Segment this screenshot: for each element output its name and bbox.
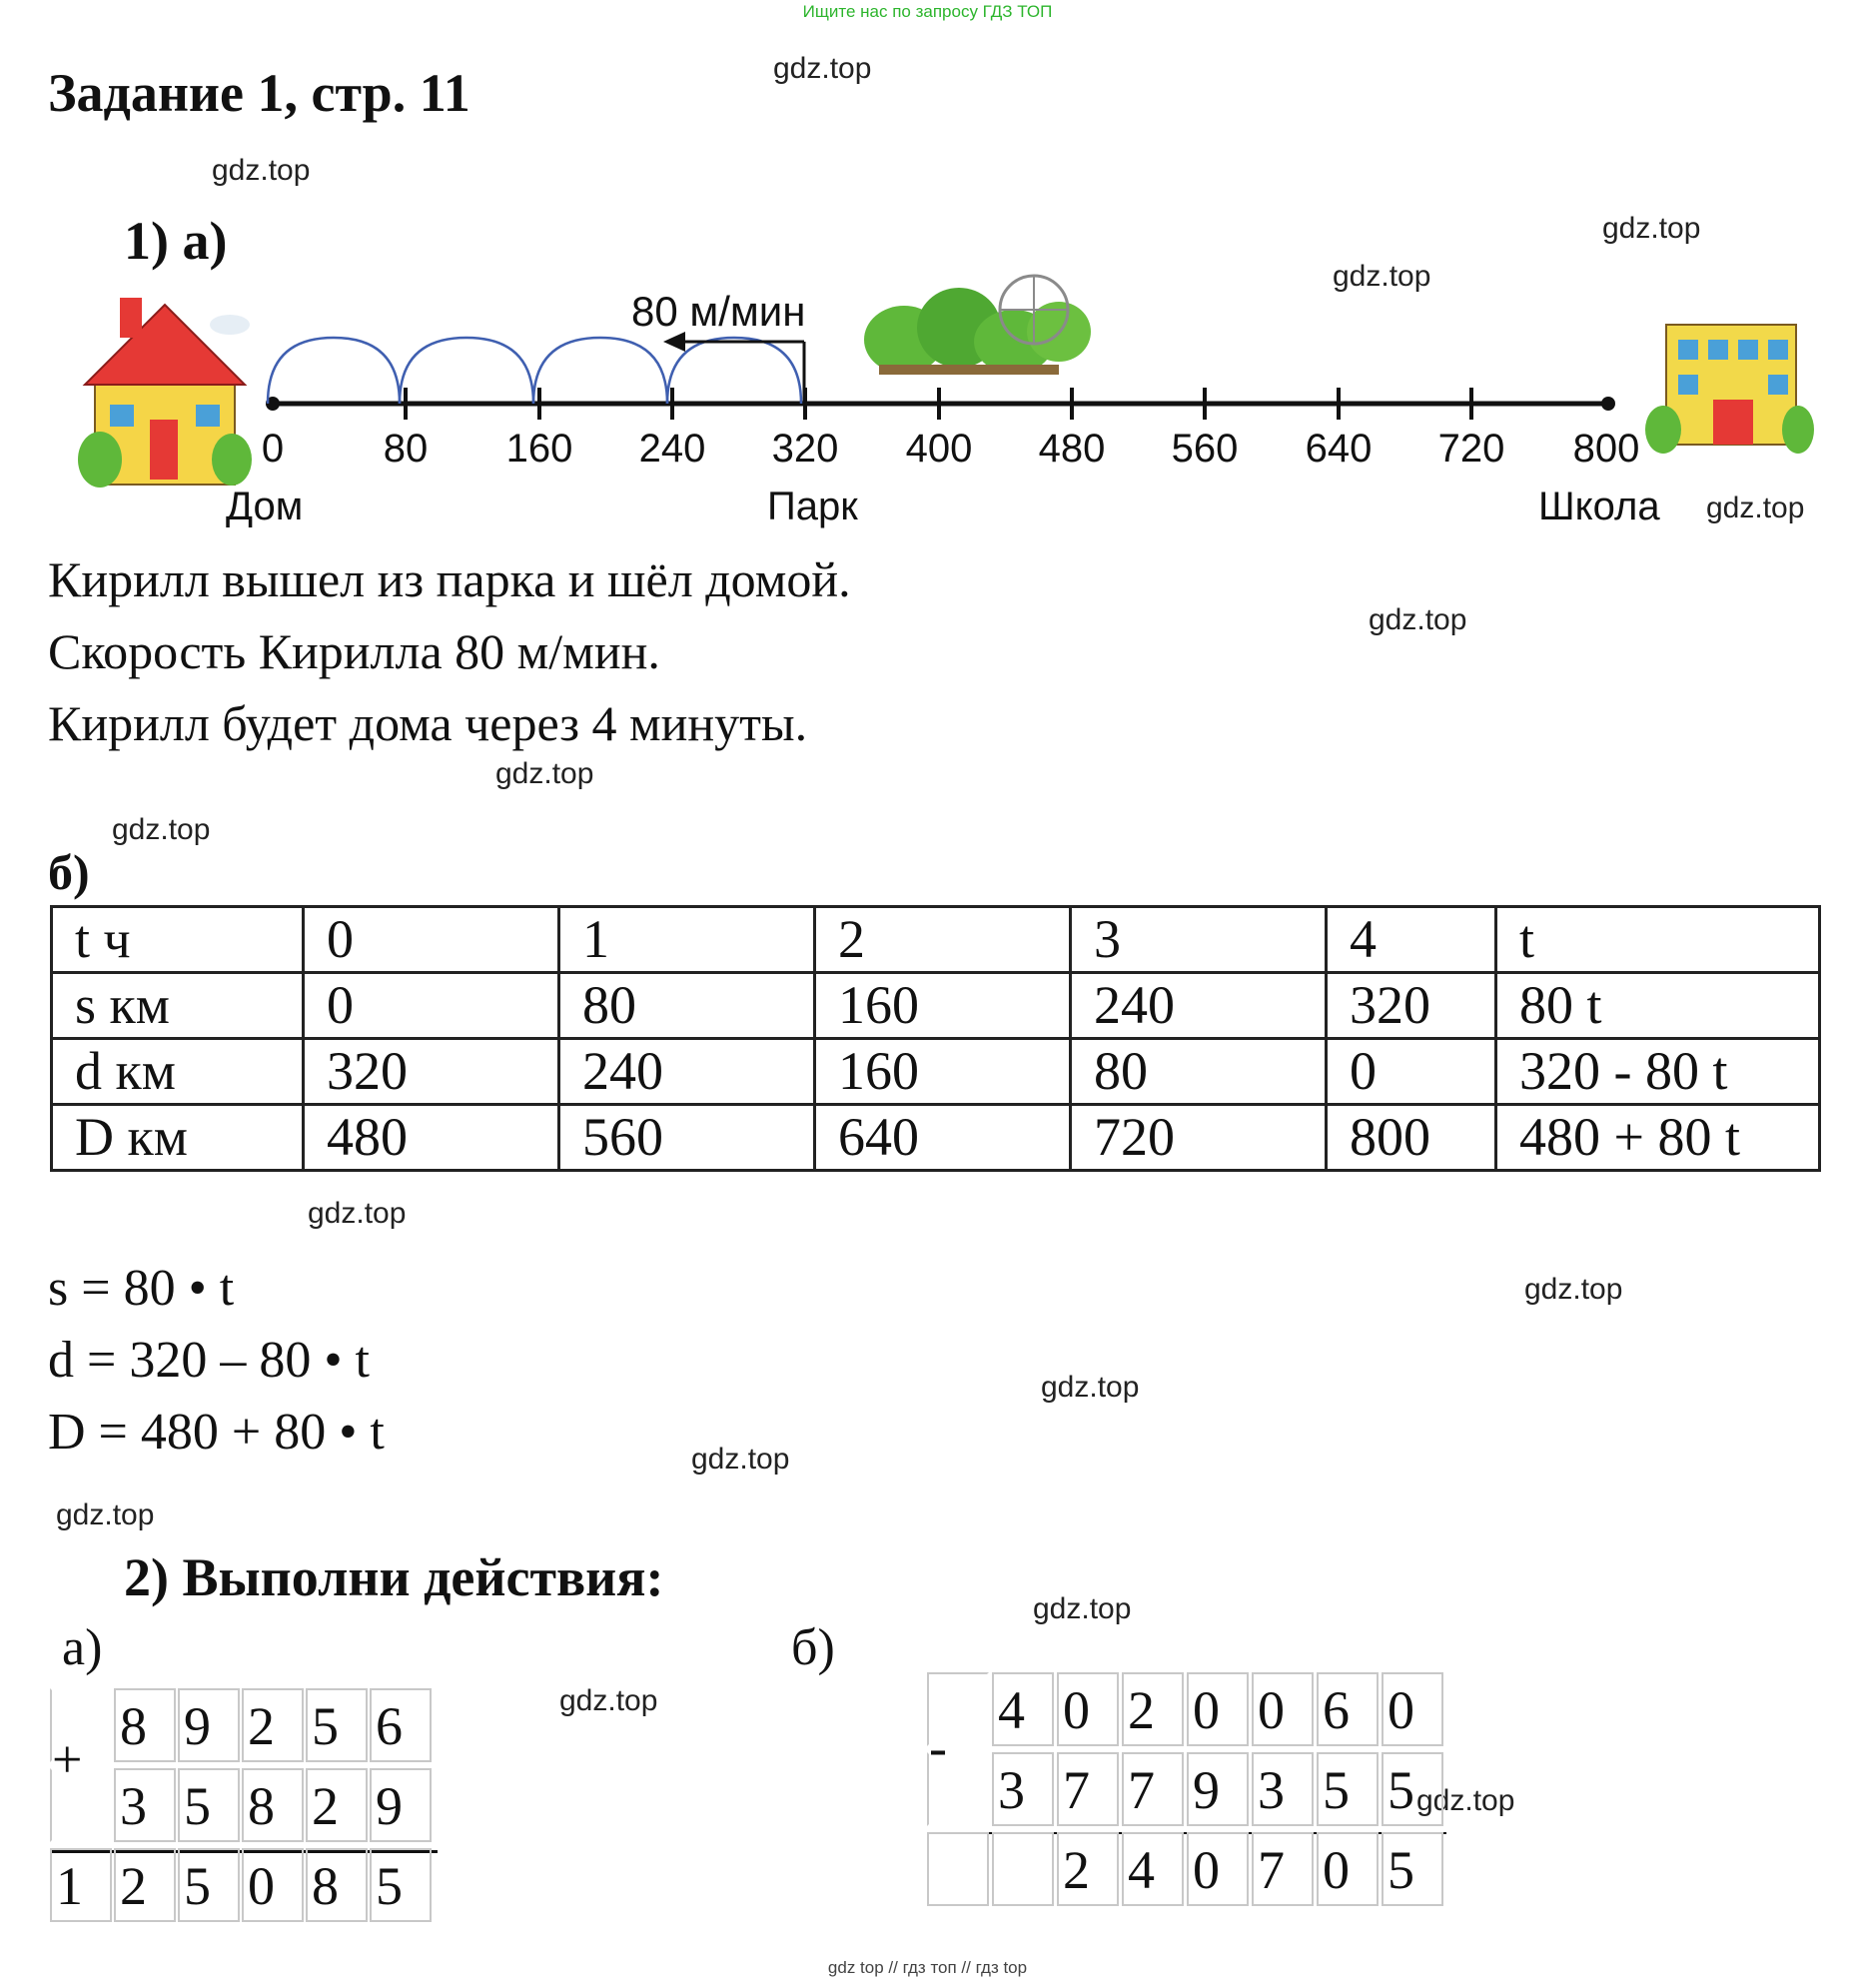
part2-title: 2) Выполни действия: <box>124 1547 664 1607</box>
watermark: gdz.top <box>1706 492 1805 524</box>
watermark: gdz.top <box>212 154 311 187</box>
watermark: gdz.top <box>495 757 594 790</box>
formulas <box>48 1253 385 1469</box>
header-note: Ищите нас по запросу ГДЗ ТОП <box>802 2 1053 21</box>
motion-table <box>50 905 1821 1172</box>
table-cell: D км <box>52 1105 304 1171</box>
plus-sign: + <box>52 1729 83 1789</box>
digit-cell: 2 <box>306 1768 368 1842</box>
digit-cell: 5 <box>1382 1752 1443 1826</box>
park-icon <box>864 276 1091 375</box>
table-cell: t ч <box>52 907 304 973</box>
number-line-diagram <box>0 270 1855 539</box>
table-row <box>52 1105 1820 1171</box>
digit-cell: 9 <box>178 1688 240 1762</box>
table-cell: t <box>1496 907 1820 973</box>
tick-label: 0 <box>261 427 285 471</box>
digit-cell: 2 <box>1057 1832 1119 1906</box>
table-row <box>52 907 1820 973</box>
digit-cell: 8 <box>114 1688 176 1762</box>
place-home: Дом <box>226 485 304 528</box>
table-cell: 0 <box>304 907 559 973</box>
footer-note: gdz top // гдз топ // гдз top <box>827 1958 1028 1977</box>
place-school: Школа <box>1538 485 1660 528</box>
table-cell: 320 <box>304 1039 559 1105</box>
tick-label: 560 <box>1171 427 1239 471</box>
digit-cell: 5 <box>306 1688 368 1762</box>
digit-cell: 7 <box>1057 1752 1119 1826</box>
table-cell: 240 <box>1071 973 1327 1039</box>
table-cell: 2 <box>815 907 1071 973</box>
table-row <box>52 1039 1820 1105</box>
part1-label: 1) а) <box>124 211 228 271</box>
table-cell: 320 - 80 t <box>1496 1039 1820 1105</box>
story-text <box>48 543 851 759</box>
table-cell: 560 <box>559 1105 815 1171</box>
digit-cell: 2 <box>114 1848 176 1922</box>
digit-cell: 0 <box>1187 1672 1249 1746</box>
watermark: gdz.top <box>112 813 211 846</box>
watermark: gdz.top <box>773 52 872 85</box>
table-cell: 720 <box>1071 1105 1327 1171</box>
page-title: Задание 1, стр. 11 <box>48 63 470 123</box>
table-cell: 0 <box>304 973 559 1039</box>
speed-label: 80 м/мин <box>631 288 806 335</box>
table-cell: 80 t <box>1496 973 1820 1039</box>
watermark: gdz.top <box>1524 1273 1623 1306</box>
digit-cell: 5 <box>1382 1832 1443 1906</box>
digit-cell <box>50 1688 112 1762</box>
digit-cell: 0 <box>1382 1672 1443 1746</box>
digit-cell: 2 <box>242 1688 304 1762</box>
addition-grid <box>50 1688 434 1922</box>
digit-cell: 8 <box>306 1848 368 1922</box>
watermark: gdz.top <box>56 1498 155 1531</box>
tick-label: 640 <box>1305 427 1373 471</box>
table-cell: 320 <box>1327 973 1496 1039</box>
tick-label: 320 <box>771 427 839 471</box>
watermark: gdz.top <box>1033 1592 1132 1625</box>
subtraction-label: б) <box>791 1619 835 1676</box>
digit-cell: 3 <box>992 1752 1054 1826</box>
digit-cell: 5 <box>178 1848 240 1922</box>
digit-cell: 9 <box>370 1768 432 1842</box>
watermark: gdz.top <box>1041 1371 1140 1404</box>
house-icon <box>78 298 252 488</box>
watermark: gdz.top <box>691 1443 790 1476</box>
digit-cell: 3 <box>114 1768 176 1842</box>
digit-cell: 5 <box>1317 1752 1379 1826</box>
table-cell: 640 <box>815 1105 1071 1171</box>
tick-label: 480 <box>1038 427 1106 471</box>
digit-cell: 0 <box>242 1848 304 1922</box>
table-cell: 800 <box>1327 1105 1496 1171</box>
table-row <box>52 973 1820 1039</box>
watermark: gdz.top <box>1369 603 1467 636</box>
table-cell: 480 <box>304 1105 559 1171</box>
formula-line: D = 480 + 80 • t <box>48 1404 385 1461</box>
table-cell: 4 <box>1327 907 1496 973</box>
formula-line: s = 80 • t <box>48 1260 235 1317</box>
digit-cell: 1 <box>50 1848 112 1922</box>
digit-cell: 5 <box>178 1768 240 1842</box>
table-cell: 160 <box>815 1039 1071 1105</box>
watermark: gdz.top <box>1416 1784 1515 1817</box>
digit-cell: 6 <box>370 1688 432 1762</box>
watermark: gdz.top <box>308 1197 407 1230</box>
tick-label: 160 <box>505 427 573 471</box>
digit-cell: 0 <box>1187 1832 1249 1906</box>
story-line: Кирилл будет дома через 4 минуты. <box>48 695 808 751</box>
school-icon <box>1645 325 1814 454</box>
digit-cell: 5 <box>370 1848 432 1922</box>
table-cell: 240 <box>559 1039 815 1105</box>
tick-label: 240 <box>638 427 706 471</box>
watermark: gdz.top <box>559 1684 658 1717</box>
subtraction-grid <box>927 1672 1446 1906</box>
tick-label: 720 <box>1437 427 1505 471</box>
table-cell: 0 <box>1327 1039 1496 1105</box>
digit-cell: 3 <box>1252 1752 1314 1826</box>
place-park: Парк <box>767 485 858 528</box>
table-cell: 160 <box>815 973 1071 1039</box>
digit-cell: 4 <box>1122 1832 1184 1906</box>
digit-cell: 8 <box>242 1768 304 1842</box>
table-cell: 80 <box>559 973 815 1039</box>
digit-cell <box>50 1768 112 1842</box>
tick-label: 800 <box>1572 427 1640 471</box>
table-cell: 1 <box>559 907 815 973</box>
addition-label: а) <box>62 1619 103 1676</box>
watermark: gdz.top <box>1333 260 1431 293</box>
digit-cell: 2 <box>1122 1672 1184 1746</box>
table-cell: 480 + 80 t <box>1496 1105 1820 1171</box>
digit-cell <box>992 1832 1054 1906</box>
digit-cell <box>927 1672 989 1746</box>
minus-sign: - <box>929 1717 947 1777</box>
digit-cell: 0 <box>1252 1672 1314 1746</box>
digit-cell <box>927 1752 989 1826</box>
table-cell: 3 <box>1071 907 1327 973</box>
digit-cell: 6 <box>1317 1672 1379 1746</box>
formula-line: d = 320 – 80 • t <box>48 1332 370 1389</box>
story-line: Скорость Кирилла 80 м/мин. <box>48 623 660 679</box>
digit-cell: 9 <box>1187 1752 1249 1826</box>
table-cell: s км <box>52 973 304 1039</box>
jump-arcs <box>268 338 801 404</box>
digit-cell: 4 <box>992 1672 1054 1746</box>
watermark: gdz.top <box>1602 212 1701 245</box>
tick-label: 80 <box>383 427 429 471</box>
digit-cell: 7 <box>1122 1752 1184 1826</box>
tick-label: 400 <box>905 427 973 471</box>
story-line: Кирилл вышел из парка и шёл домой. <box>48 551 851 607</box>
digit-cell: 7 <box>1252 1832 1314 1906</box>
digit-cell <box>927 1832 989 1906</box>
part-b-label: б) <box>48 844 90 900</box>
digit-cell: 0 <box>1317 1832 1379 1906</box>
digit-cell: 0 <box>1057 1672 1119 1746</box>
table-cell: d км <box>52 1039 304 1105</box>
table-cell: 80 <box>1071 1039 1327 1105</box>
